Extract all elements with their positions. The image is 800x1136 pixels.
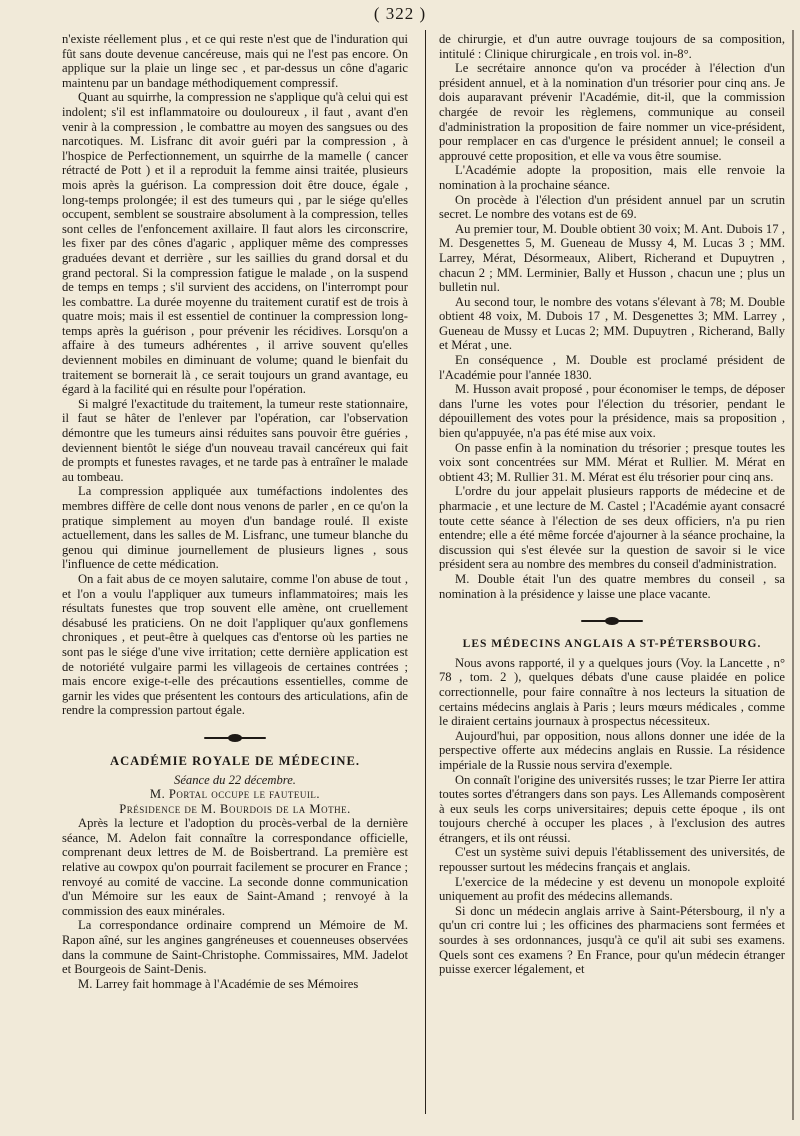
session-chair: M. Portal occupe le fauteuil. bbox=[149, 787, 321, 802]
paragraph: L'Académie adopte la proposition, mais elle renvoie la nomination à la prochaine séance. bbox=[439, 163, 785, 192]
paragraph: Le secrétaire annonce qu'on va procéder à l'élection d'un président annuel, et à la nomination d'un trésorier pour cinq ans. Je dois auparavant prévenir l'Académie, dit-il, que la commission chargée de revoir les règlemens, communique au conseil d'administration la proposition de faire nommer un vice-président, pour remplacer en cas d'urgence le président annuel; le conseil a approuvé cette proposition, et elle va vous être soumise. bbox=[439, 61, 785, 163]
column-divider bbox=[425, 30, 426, 1114]
paragraph: Si donc un médecin anglais arrive à Saint-Pétersbourg, il n'y a qu'un cri contre lui ; les officines des pharmaciens sont fermées et sourdes à ses ordonnances, jusqu'à ce qu'il ait subi ses examens. Quels sont ces examens ? En France, pour qu'un médecin étranger puisse exercer légalement, et bbox=[439, 903, 785, 977]
paragraph: Au second tour, le nombre des votans s'élevant à 78; M. Double obtient 48 voix, M. Dubois 17 , M. Desgenettes 3; MM. Larrey , Gueneau de Mussy et Lucas 2; MM. Dupuytren , Richerand, Bally et Mérat , une. bbox=[439, 294, 785, 353]
section-title: LES MÉDECINS ANGLAIS A ST-PÉTERSBOURG. bbox=[462, 638, 762, 651]
paragraph: On passe enfin à la nomination du trésorier ; presque toutes les voix sont concentrées sur MM. Mérat et Rullier. M. Mérat en obtient 43; M. Rullier 31. M. Mérat est élu trésorier pour cinq ans. bbox=[439, 440, 785, 484]
page-number: ( 322 ) bbox=[373, 4, 427, 23]
paragraph: Aujourd'hui, par opposition, nous allons donner une idée de la perspective offerte aux médecins anglais en Russie. La résidence impériale de la Russie nous servira d'exemple. bbox=[439, 728, 785, 772]
paragraph: On a fait abus de ce moyen salutaire, comme l'on abuse de tout , et l'on a voulu l'appliquer aux tumeurs inflammatoires; mais les résultats funestes que trop souvent elle amène, ont cruellement désabusé les praticiens. On ne doit l'appliquer qu'aux gonflemens chroniques , et peut-être à quelques cas d'entorse où les parties ne sont pas le siége d'une vive irritation; cette dernière application est de notoriété vulgaire parmi les villageois de certaines contrées ; mais encore exige-t-elle des précautions essentielles, comme de garnir les vides que présentent les contours des articulations, afin de rendre la compression partout égale. bbox=[62, 571, 408, 718]
paragraph: M. Larrey fait hommage à l'Académie de ses Mémoires bbox=[78, 976, 359, 991]
paragraph: Après la lecture et l'adoption du procès-verbal de la dernière séance, M. Adelon fait connaître la correspondance officielle, comprenant deux lettres de M. de Boisbertrand. La première est relative au cowpox qu'on pourrait facilement se procurer en France ; renvoyé au comité de vaccine. La seconde donne communication d'un Mémoire sur les eaux de Saint-Amand ; renvoyé à la commission des eaux minérales. bbox=[62, 816, 408, 918]
section-separator-ornament bbox=[204, 736, 266, 740]
paragraph: On procède à l'élection d'un président annuel par un scrutin secret. Le nombre des votans est de 69. bbox=[439, 192, 785, 222]
paragraph: C'est un système suivi depuis l'établissement des universités, de repousser surtout les médecins français et anglais. bbox=[439, 845, 785, 875]
paragraph: M. Husson avait proposé , pour économiser le temps, de déposer dans l'urne les votes pour l'élection du trésorier, pendant le dépouillement des votes pour la présidence, mais sa proposition , bien qu'appuyée, n'a pas été mise aux voix. bbox=[439, 382, 785, 441]
paragraph: On connaît l'origine des universités russes; le tzar Pierre Ier attira toutes sortes d'étrangers dans son pays. Les Allemands composèrent à eux seuls les corps universitaires; depuis cette époque , ils ont toujours cherché à occuper les places , à l'exclusion des autres étrangers, et ils ont réussi. bbox=[439, 772, 785, 845]
paragraph: L'ordre du jour appelait plusieurs rapports de médecine et de pharmacie , et une lecture de M. Castel ; l'Académie ayant consacré toute cette séance à l'élection de ses deux officiers, n'a pu rien entendre; elle a été même forcée d'ajourner à la séance prochaine, la discussion qui s'est élevée sur la question de savoir si le vice président sera au nombre des membres du conseil d'administration. bbox=[439, 484, 785, 572]
paragraph: Au premier tour, M. Double obtient 30 voix; M. Ant. Dubois 17 , M. Desgenettes 5, M. Gueneau de Mussy 4, M. Lucas 3 ; MM. Larrey, Mérat, Désormeaux, Alibert, Richerand et Dupuytren , chacun 2 ; MM. Lerminier, Bally et Husson , chacun une ; plus un bulletin nul. bbox=[439, 221, 785, 295]
paragraph: La compression appliquée aux tuméfactions indolentes des membres diffère de celle dont nous venons de parler , en ce qu'on la pratique simplement au moyen d'un bandage roulé. Il existe actuellement, dans les salles de M. Lisfranc, une tumeur blanche du genou qui diminue journellement de plusieurs lignes , sous l'influence de cette médication. bbox=[62, 484, 408, 572]
paragraph: En conséquence , M. Double est proclamé président de l'Académie pour l'année 1830. bbox=[439, 353, 785, 382]
paragraph: L'exercice de la médecine y est devenu un monopole exploité uniquement au profit des médecins allemands. bbox=[439, 874, 785, 904]
left-column bbox=[62, 32, 408, 991]
paragraph: Quant au squirrhe, la compression ne s'applique qu'à celui qui est indolent; s'il est inflammatoire ou douloureux , il faut , avant d'en venir à la compression , le combattre au moyen des sangsues ou des narcotiques. M. Lisfranc dit avoir guéri par la compression , à l'hospice de Perfectionnement, un squirrhe de la mamelle ( cancer rétracté de Pott ) et il a reproduit la femme ainsi traitée, plusieurs mois après la guérison. La compression doit être douce, égale , long-temps prolongée; il est des tumeurs qui , par le siége qu'elles occupent, semblent se soustraire absolument à la compression, telles sont celles de l'enfoncement axillaire. Il faut alors les circonscrire, les fixer par des cônes d'agaric , appliquer même des compresses graduées devant et derrière , sur les saillies du grand dorsal et du grand pectoral. Si la compression fatigue le malade , on la suspend de temps en temps ; s'il survient des accidens, on l'interrompt pour les combattre. La durée moyenne du traitement curatif est de trois à quatre mois; mais il est essentiel de continuer la compression long-temps après la guérison , pour prévenir les récidives. Lorsqu'on a affaire à des tumeurs adhérentes , il arrive souvent qu'elles deviennent mobiles en diminuant de volume; quand le bienfait du traitement se bornerait là , ce serait toujours un grand avantage, eu égard à la facilité qui en résulte pour l'opération. bbox=[62, 90, 408, 397]
paragraph: n'existe réellement plus , et ce qui reste n'est que de l'induration qui fût sans doute devenue cancéreuse, mais qui ne l'est pas encore. On applique sur la plaie un linge sec , et par-dessus un cône d'agaric maintenu par un bandage méthodiquement compressif. bbox=[62, 32, 408, 90]
session-date: Séance du 22 décembre. bbox=[174, 772, 296, 787]
paragraph: Nous avons rapporté, il y a quelques jours (Voy. la Lancette , n° 78 , tom. 2 ), quelques débats d'une cause plaidée en police correctionnelle, pour faire connaître à nos lecteurs la situation de certains médecins anglais à Paris ; leurs mœurs médicales , comme le diraient certains journaux à prospectus nécessiteux. bbox=[439, 655, 785, 729]
paragraph: M. Double était l'un des quatre membres du conseil , sa nomination à la présidence y laisse une place vacante. bbox=[439, 571, 785, 601]
paragraph: Si malgré l'exactitude du traitement, la tumeur reste stationnaire, il faut se hâter de l'enlever par l'opération, car l'observation démontre que les tumeurs ainsi réduites sans pouvoir être guéries , deviennent bientôt le siége d'un nouveau travail cancéreux qui fait de prompts et funestes ravages, et ne tarde pas à entraîner le malade au tombeau. bbox=[62, 396, 408, 484]
section-separator-ornament bbox=[581, 619, 643, 623]
right-column bbox=[439, 32, 785, 977]
paragraph: La correspondance ordinaire comprend un Mémoire de M. Rapon aîné, sur les angines gangréneuses et couenneuses observées dans la commune de Saint-Christophe. Commissaires, MM. Jadelot et Bourgeois de Saint-Denis. bbox=[62, 918, 408, 977]
page-edge-shadow bbox=[792, 30, 794, 1120]
section-title: ACADÉMIE ROYALE DE MÉDECINE. bbox=[109, 753, 361, 768]
session-presidency: Présidence de M. Bourdois de la Mothe. bbox=[119, 801, 351, 816]
paragraph: de chirurgie, et d'un autre ouvrage toujours de sa composition, intitulé : Clinique chirurgicale , en trois vol. in-8°. bbox=[439, 32, 785, 61]
